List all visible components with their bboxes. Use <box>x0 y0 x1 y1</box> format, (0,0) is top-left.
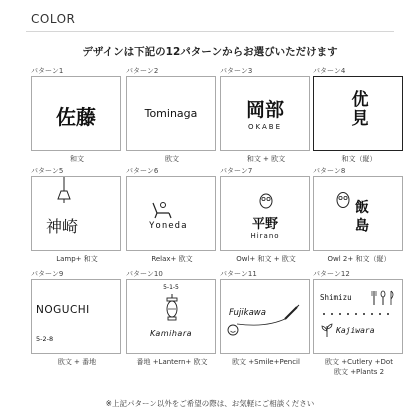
pattern-caption: Relax+ 欧文 <box>151 255 193 263</box>
pattern-label: パターン5 <box>31 167 64 175</box>
lamp-icon <box>52 177 76 205</box>
pattern-caption: 和文 + 欧文 <box>246 155 286 163</box>
pattern-preview <box>313 279 403 354</box>
pattern-preview <box>126 76 216 151</box>
pattern-label: パターン7 <box>220 167 253 175</box>
pattern-caption-2: 欧文 +Plants 2 <box>333 368 385 376</box>
section-title: COLOR <box>31 12 76 26</box>
pattern-preview <box>313 176 403 251</box>
plants-icon <box>320 322 334 338</box>
pattern-label: パターン10 <box>126 270 163 278</box>
pattern-preview <box>126 279 216 354</box>
nameplate-jp-text: 神崎 <box>46 217 79 236</box>
dot-line-icon <box>320 310 398 318</box>
pattern-caption: 和文（縦） <box>341 155 377 163</box>
pattern-caption: 和文 <box>70 155 84 163</box>
pattern-label: パターン8 <box>313 167 346 175</box>
nameplate-en-text: Fujikawa <box>229 308 266 318</box>
pattern-caption: Owl 2+ 和文（縦） <box>327 255 391 263</box>
pattern-caption: Lamp+ 和文 <box>56 255 98 263</box>
lantern-icon <box>164 294 180 324</box>
nameplate-en-text: Kamihara <box>149 329 193 338</box>
pattern-preview <box>31 279 121 354</box>
pattern-caption: 欧文 +Smile+Pencil <box>232 358 300 366</box>
pattern-caption: 欧文 +Cutlery +Dot <box>325 358 393 366</box>
pattern-label: パターン9 <box>31 270 64 278</box>
pattern-caption: Owl+ 和文 + 欧文 <box>236 255 296 263</box>
pattern-caption: 欧文 + 番地 <box>57 358 97 366</box>
pattern-label: パターン11 <box>220 270 257 278</box>
nameplate-en-text: NOGUCHI <box>36 304 90 316</box>
pattern-preview <box>313 76 403 151</box>
nameplate-en-text-2: Kajiwara <box>336 326 375 335</box>
nameplate-jp-vertical-text: 飯島 <box>355 200 369 234</box>
owl-icon <box>257 191 275 209</box>
address-text: 5-1-5 <box>163 284 179 291</box>
nameplate-jp-text: 岡部 <box>245 99 284 121</box>
cutlery-icon <box>370 290 398 306</box>
pattern-label: パターン1 <box>31 67 64 75</box>
pattern-label: パターン12 <box>313 270 350 278</box>
pencil-icon <box>237 304 301 330</box>
address-text: 5-2-8 <box>36 335 54 343</box>
footer-note: ※上記パターン以外をご希望の際は、お気軽にご相談ください <box>105 399 315 408</box>
pattern-preview <box>126 176 216 251</box>
nameplate-jp-text: 佐藤 <box>56 105 96 129</box>
pattern-label: パターン6 <box>126 167 159 175</box>
nameplate-jp-text: 平野 <box>251 217 278 232</box>
pattern-label: パターン3 <box>220 67 253 75</box>
pattern-label: パターン2 <box>126 67 159 75</box>
pattern-preview <box>220 76 310 151</box>
nameplate-en-text: Shimizu <box>320 293 352 302</box>
pattern-preview <box>31 76 121 151</box>
subtitle: デザインは下記の12パターンからお選びいただけます <box>82 46 338 58</box>
nameplate-en-text: OKABE <box>248 123 282 131</box>
pattern-preview <box>31 176 121 251</box>
nameplate-en-text: Hirano <box>250 232 280 240</box>
pattern-preview <box>220 279 310 354</box>
nameplate-en-text: Yoneda <box>149 221 188 231</box>
nameplate-jp-vertical-text: 优見 <box>351 90 369 129</box>
pattern-caption: 欧文 <box>165 155 179 163</box>
pattern-label: パターン4 <box>313 67 346 75</box>
relax-chair-icon <box>149 199 175 219</box>
pattern-preview <box>220 176 310 251</box>
owl-icon <box>334 189 352 209</box>
pattern-caption: 番地 +Lantern+ 欧文 <box>136 358 208 366</box>
nameplate-en-text: Tominaga <box>144 107 198 120</box>
